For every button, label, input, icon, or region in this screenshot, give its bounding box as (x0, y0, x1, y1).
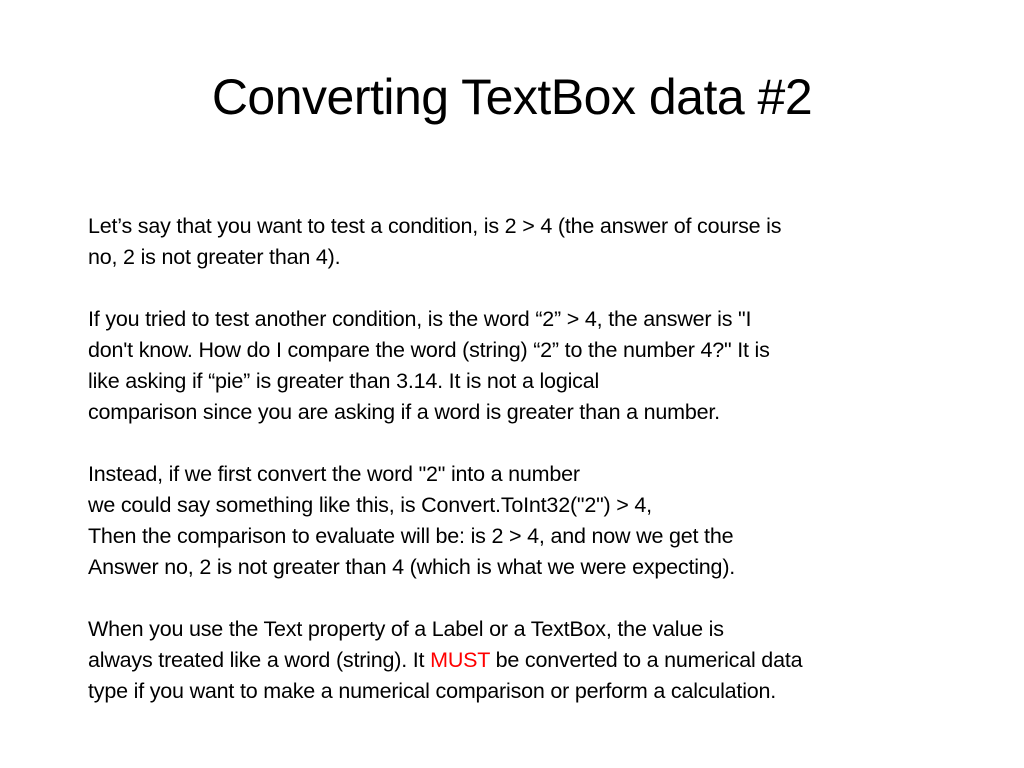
text-line: no, 2 is not greater than 4). (88, 245, 341, 269)
paragraph-convert-example (88, 459, 988, 583)
text-line-with-emphasis (88, 645, 988, 676)
text-line: If you tried to test another condition, is the word “2” > 4, the answer is "I (88, 307, 752, 331)
slide-title: Converting TextBox data #2 (211, 69, 813, 125)
text-line: Instead, if we first convert the word "2" into a number (88, 462, 580, 486)
text-line: Then the comparison to evaluate will be: is 2 > 4, and now we get the (88, 524, 734, 548)
must-emphasis: MUST (430, 648, 490, 672)
text-line: comparison since you are asking if a word is greater than a number. (88, 400, 720, 424)
paragraph-condition-example (88, 211, 988, 273)
text-line: we could say something like this, is Convert.ToInt32("2") > 4, (88, 493, 652, 517)
text-segment: always treated like a word (string). It (88, 648, 431, 672)
text-line: Let’s say that you want to test a condition, is 2 > 4 (the answer of course is (88, 214, 782, 238)
text-line: When you use the Text property of a Label or a TextBox, the value is (88, 617, 724, 641)
text-line: type if you want to make a numerical comparison or perform a calculation. (88, 679, 777, 703)
paragraph-text-property (88, 614, 988, 707)
text-line: don't know. How do I compare the word (string) “2” to the number 4?" It is (88, 338, 770, 362)
text-line: Answer no, 2 is not greater than 4 (which is what we were expecting). (88, 555, 736, 579)
paragraph-string-comparison (88, 304, 988, 428)
text-line: like asking if “pie” is greater than 3.14. It is not a logical (88, 369, 600, 393)
slide-body (88, 211, 988, 707)
text-segment: be converted to a numerical data (489, 648, 803, 672)
